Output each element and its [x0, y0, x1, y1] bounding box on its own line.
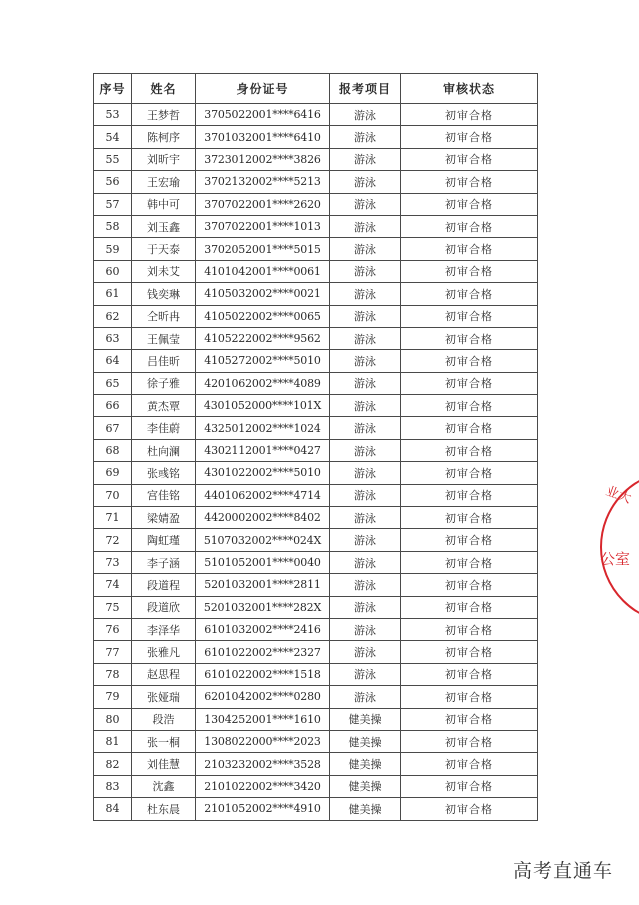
cell-name: 李子涵 [132, 551, 196, 573]
cell-status: 初审合格 [401, 507, 538, 529]
cell-no: 57 [94, 193, 132, 215]
cell-item: 游泳 [330, 215, 401, 237]
cell-no: 75 [94, 596, 132, 618]
cell-item: 游泳 [330, 260, 401, 282]
cell-name: 韩中可 [132, 193, 196, 215]
cell-item: 健美操 [330, 798, 401, 820]
cell-item: 游泳 [330, 417, 401, 439]
cell-id: 4201062002****4089 [196, 372, 330, 394]
table-row [94, 529, 538, 551]
cell-no: 55 [94, 148, 132, 170]
cell-status: 初审合格 [401, 327, 538, 349]
cell-status: 初审合格 [401, 372, 538, 394]
cell-name: 张娅瑞 [132, 686, 196, 708]
cell-item: 游泳 [330, 574, 401, 596]
cell-no: 79 [94, 686, 132, 708]
table-row [94, 327, 538, 349]
cell-no: 58 [94, 215, 132, 237]
cell-status: 初审合格 [401, 238, 538, 260]
cell-no: 67 [94, 417, 132, 439]
table-row [94, 574, 538, 596]
cell-item: 游泳 [330, 507, 401, 529]
table-row [94, 395, 538, 417]
cell-no: 78 [94, 663, 132, 685]
cell-id: 4420002002****8402 [196, 507, 330, 529]
cell-item: 游泳 [330, 663, 401, 685]
cell-id: 4325012002****1024 [196, 417, 330, 439]
cell-name: 宫佳铭 [132, 484, 196, 506]
cell-item: 游泳 [330, 327, 401, 349]
cell-no: 64 [94, 350, 132, 372]
cell-no: 70 [94, 484, 132, 506]
cell-name: 王宏瑜 [132, 171, 196, 193]
cell-status: 初审合格 [401, 663, 538, 685]
table-row [94, 305, 538, 327]
table-row [94, 484, 538, 506]
table-row [94, 372, 538, 394]
cell-no: 74 [94, 574, 132, 596]
cell-status: 初审合格 [401, 775, 538, 797]
cell-id: 4101042001****0061 [196, 260, 330, 282]
cell-status: 初审合格 [401, 395, 538, 417]
table-row [94, 618, 538, 640]
cell-status: 初审合格 [401, 462, 538, 484]
table-row [94, 104, 538, 126]
cell-no: 84 [94, 798, 132, 820]
cell-item: 游泳 [330, 283, 401, 305]
cell-no: 68 [94, 439, 132, 461]
table-row [94, 708, 538, 730]
cell-name: 吕佳昕 [132, 350, 196, 372]
cell-id: 6101032002****2416 [196, 618, 330, 640]
cell-name: 赵思程 [132, 663, 196, 685]
cell-status: 初审合格 [401, 596, 538, 618]
cell-name: 于天泰 [132, 238, 196, 260]
cell-no: 66 [94, 395, 132, 417]
header-status: 审核状态 [401, 74, 538, 104]
cell-status: 初审合格 [401, 260, 538, 282]
cell-name: 张一桐 [132, 730, 196, 752]
cell-name: 李佳蔚 [132, 417, 196, 439]
cell-id: 2103232002****3528 [196, 753, 330, 775]
cell-id: 4301052000****101X [196, 395, 330, 417]
cell-item: 游泳 [330, 551, 401, 573]
cell-status: 初审合格 [401, 708, 538, 730]
table-row [94, 641, 538, 663]
cell-status: 初审合格 [401, 193, 538, 215]
cell-name: 张彧铭 [132, 462, 196, 484]
cell-name: 徐子雅 [132, 372, 196, 394]
cell-id: 5201032001****2811 [196, 574, 330, 596]
table-row [94, 596, 538, 618]
cell-status: 初审合格 [401, 753, 538, 775]
table-row [94, 193, 538, 215]
cell-id: 5201032001****282X [196, 596, 330, 618]
cell-no: 73 [94, 551, 132, 573]
cell-item: 健美操 [330, 753, 401, 775]
table-row [94, 753, 538, 775]
cell-no: 80 [94, 708, 132, 730]
cell-name: 刘玉鑫 [132, 215, 196, 237]
cell-item: 游泳 [330, 641, 401, 663]
cell-status: 初审合格 [401, 529, 538, 551]
cell-status: 初审合格 [401, 104, 538, 126]
cell-no: 83 [94, 775, 132, 797]
cell-item: 游泳 [330, 395, 401, 417]
cell-name: 张雅凡 [132, 641, 196, 663]
cell-name: 杜向澜 [132, 439, 196, 461]
cell-name: 李泽华 [132, 618, 196, 640]
candidate-table [93, 73, 538, 821]
table-row [94, 238, 538, 260]
cell-name: 刘未艾 [132, 260, 196, 282]
cell-no: 65 [94, 372, 132, 394]
cell-item: 健美操 [330, 730, 401, 752]
table-row [94, 462, 538, 484]
cell-name: 刘佳慧 [132, 753, 196, 775]
cell-item: 游泳 [330, 193, 401, 215]
table-row [94, 775, 538, 797]
cell-name: 段道程 [132, 574, 196, 596]
cell-no: 62 [94, 305, 132, 327]
cell-item: 游泳 [330, 238, 401, 260]
cell-status: 初审合格 [401, 171, 538, 193]
cell-status: 初审合格 [401, 551, 538, 573]
header-no: 序号 [94, 74, 132, 104]
cell-name: 陶虹瑾 [132, 529, 196, 551]
cell-name: 仝昕冉 [132, 305, 196, 327]
cell-status: 初审合格 [401, 686, 538, 708]
cell-status: 初审合格 [401, 439, 538, 461]
cell-id: 3701032001****6410 [196, 126, 330, 148]
table-row [94, 148, 538, 170]
cell-no: 59 [94, 238, 132, 260]
cell-status: 初审合格 [401, 618, 538, 640]
cell-no: 56 [94, 171, 132, 193]
table-row [94, 798, 538, 820]
cell-id: 4105022002****0065 [196, 305, 330, 327]
cell-no: 61 [94, 283, 132, 305]
cell-id: 2101022002****3420 [196, 775, 330, 797]
cell-no: 76 [94, 618, 132, 640]
cell-id: 3705022001****6416 [196, 104, 330, 126]
cell-id: 5107032002****024X [196, 529, 330, 551]
table-row [94, 126, 538, 148]
table-header-row [94, 74, 538, 104]
cell-item: 健美操 [330, 708, 401, 730]
cell-status: 初审合格 [401, 574, 538, 596]
cell-item: 健美操 [330, 775, 401, 797]
cell-no: 60 [94, 260, 132, 282]
cell-id: 1308022000****2023 [196, 730, 330, 752]
cell-name: 黄杰覃 [132, 395, 196, 417]
watermark: 高考直通车 [512, 860, 613, 882]
cell-status: 初审合格 [401, 283, 538, 305]
cell-status: 初审合格 [401, 798, 538, 820]
cell-name: 梁婧盈 [132, 507, 196, 529]
cell-id: 4105272002****5010 [196, 350, 330, 372]
cell-name: 王梦哲 [132, 104, 196, 126]
cell-item: 游泳 [330, 439, 401, 461]
cell-item: 游泳 [330, 104, 401, 126]
cell-item: 游泳 [330, 171, 401, 193]
cell-status: 初审合格 [401, 305, 538, 327]
table-row [94, 439, 538, 461]
table-row [94, 663, 538, 685]
cell-id: 3702052001****5015 [196, 238, 330, 260]
cell-item: 游泳 [330, 596, 401, 618]
table-row [94, 507, 538, 529]
cell-name: 杜东晨 [132, 798, 196, 820]
table-row [94, 283, 538, 305]
cell-no: 53 [94, 104, 132, 126]
table-row [94, 215, 538, 237]
seal-bottom-text: 公室 [600, 550, 631, 568]
cell-status: 初审合格 [401, 417, 538, 439]
cell-id: 3723012002****3826 [196, 148, 330, 170]
table-row [94, 551, 538, 573]
cell-name: 刘昕宇 [132, 148, 196, 170]
cell-id: 6201042002****0280 [196, 686, 330, 708]
table-row [94, 417, 538, 439]
cell-no: 54 [94, 126, 132, 148]
cell-status: 初审合格 [401, 730, 538, 752]
cell-id: 6101022002****2327 [196, 641, 330, 663]
header-id: 身份证号 [196, 74, 330, 104]
cell-item: 游泳 [330, 350, 401, 372]
header-name: 姓名 [132, 74, 196, 104]
cell-status: 初审合格 [401, 215, 538, 237]
cell-id: 2101052002****4910 [196, 798, 330, 820]
cell-status: 初审合格 [401, 126, 538, 148]
cell-no: 81 [94, 730, 132, 752]
cell-no: 63 [94, 327, 132, 349]
table-row [94, 730, 538, 752]
cell-no: 72 [94, 529, 132, 551]
cell-name: 钱奕琳 [132, 283, 196, 305]
cell-id: 3707022001****2620 [196, 193, 330, 215]
cell-status: 初审合格 [401, 641, 538, 663]
cell-status: 初审合格 [401, 148, 538, 170]
cell-item: 游泳 [330, 462, 401, 484]
cell-id: 4105032002****0021 [196, 283, 330, 305]
cell-no: 82 [94, 753, 132, 775]
cell-name: 段浩 [132, 708, 196, 730]
cell-item: 游泳 [330, 529, 401, 551]
cell-item: 游泳 [330, 372, 401, 394]
cell-no: 69 [94, 462, 132, 484]
table-row [94, 686, 538, 708]
cell-no: 71 [94, 507, 132, 529]
cell-id: 3707022001****1013 [196, 215, 330, 237]
cell-item: 游泳 [330, 126, 401, 148]
cell-id: 1304252001****1610 [196, 708, 330, 730]
cell-name: 沈鑫 [132, 775, 196, 797]
cell-name: 王佩莹 [132, 327, 196, 349]
cell-item: 游泳 [330, 305, 401, 327]
cell-id: 4301022002****5010 [196, 462, 330, 484]
cell-item: 游泳 [330, 686, 401, 708]
cell-id: 3702132002****5213 [196, 171, 330, 193]
seal-top-text: 业大 [603, 483, 634, 507]
cell-item: 游泳 [330, 618, 401, 640]
cell-status: 初审合格 [401, 484, 538, 506]
cell-status: 初审合格 [401, 350, 538, 372]
table-row [94, 171, 538, 193]
cell-id: 5101052001****0040 [196, 551, 330, 573]
header-item: 报考项目 [330, 74, 401, 104]
cell-id: 4302112001****0427 [196, 439, 330, 461]
cell-no: 77 [94, 641, 132, 663]
cell-id: 6101022002****1518 [196, 663, 330, 685]
cell-name: 陈柯序 [132, 126, 196, 148]
cell-id: 4105222002****9562 [196, 327, 330, 349]
table-body [94, 104, 538, 821]
cell-item: 游泳 [330, 484, 401, 506]
table-row [94, 260, 538, 282]
cell-id: 4401062002****4714 [196, 484, 330, 506]
cell-item: 游泳 [330, 148, 401, 170]
cell-name: 段道欣 [132, 596, 196, 618]
table-row [94, 350, 538, 372]
